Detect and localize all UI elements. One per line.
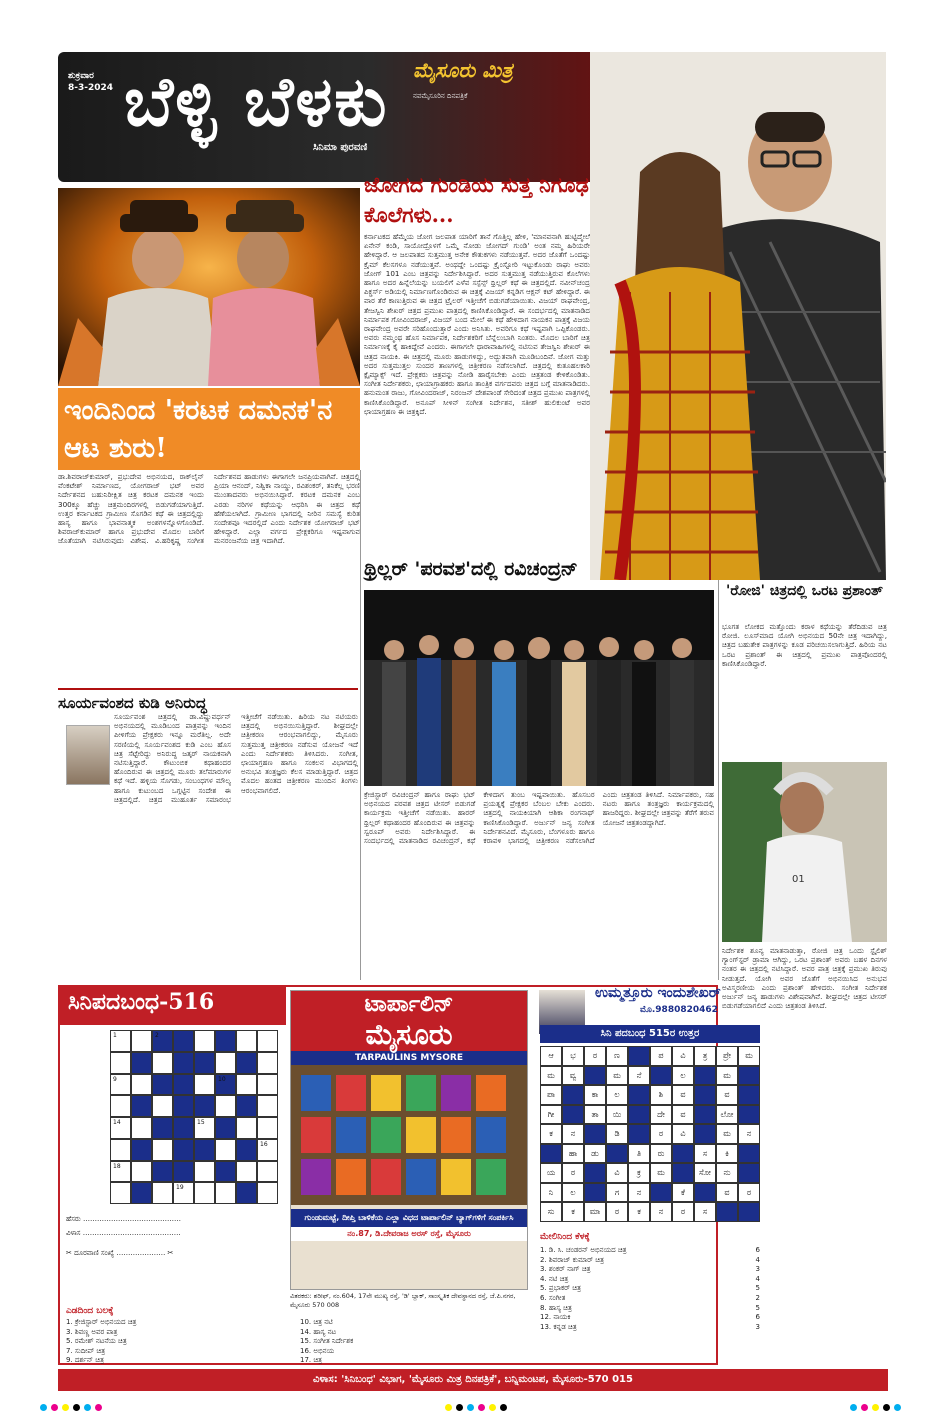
answer-cell-blocked	[562, 1105, 584, 1125]
clue-number: 3	[755, 1322, 760, 1331]
clue-item: 7. ಸುದೀಪ್ ಚಿತ್ರ	[66, 1346, 106, 1355]
answer-grid	[540, 1046, 760, 1222]
headline-rogi: 'ರೋಜಿ' ಚಿತ್ರದಲ್ಲಿ ಒರಟ ಪ್ರಶಾಂತ್	[726, 583, 883, 599]
ad-caption: ಗುಂಡುಮಟ್ಟೆ, ದೀಪ್ತಿ ಬಾಳಿಕೆಯ ಎಲ್ಲಾ ವಿಧದ ಟಾರ್ಪಾಲಿನ್ ಬ್ಯಾಗ್‌ಗಳಿಗೆ ಸಂಪರ್ಕಿಸಿ	[291, 1209, 527, 1227]
aniruddha-photo	[66, 725, 110, 785]
answer-band: ಸಿನಿ ಪದಬಂಧ 515ರ ಉತ್ತರ	[540, 1025, 760, 1043]
story-suryavamsha-body: ಸೂರ್ಯವಂಶ ಚಿತ್ರದಲ್ಲಿ ಡಾ.ವಿಷ್ಣುವರ್ಧನ್ ಅಭಿನಯದಲ್ಲಿ ಮೂಡಿಬಂದ ಪಾತ್ರವನ್ನು ಇಂದಿನ ಪೀಳಿಗೆಯ ಪ್ರೇಕ್ಷಕರು ಇನ್ನೂ ಮರೆತಿಲ್ಲ. ಅದೇ ಸರಣಿಯಲ್ಲಿ ಸೂರ್ಯವಂಶದ ಕುಡಿ ಎಂಬ ಹೊಸ ಚಿತ್ರ ಸೆಟ್ಟೇರಿದ್ದು ಅನಿರುದ್ಧ ಜತ್ಕರ್ ನಾಯಕನಾಗಿ ನಟಿಸುತ್ತಿದ್ದಾರೆ. ಕೌಟುಂಬಿಕ ಕಥಾಹಂದರ ಹೊಂದಿರುವ ಈ ಚಿತ್ರದಲ್ಲಿ ಮೂರು ತಲೆಮಾರುಗಳ ಕಥೆ ಇದೆ. ಹಳ್ಳಿಯ ಸೊಗಡು, ಸಂಬಂಧಗಳ ಮೌಲ್ಯ ಹಾಗೂ ಕುಟುಂಬದ ಒಗ್ಗಟ್ಟಿನ ಸಂದೇಶ ಈ ಚಿತ್ರದಲ್ಲಿದೆ. ಚಿತ್ರದ ಮುಹೂರ್ತ ಸಮಾರಂಭ ಇತ್ತೀಚೆಗೆ ನಡೆಯಿತು. ಹಿರಿಯ ನಟ ನಟಿಯರು ಚಿತ್ರದಲ್ಲಿ ಅಭಿನಯಿಸುತ್ತಿದ್ದಾರೆ. ಶೀಘ್ರದಲ್ಲೇ ಚಿತ್ರೀಕರಣ ಆರಂಭವಾಗಲಿದ್ದು, ಮೈಸೂರು ಸುತ್ತಮುತ್ತ ಚಿತ್ರೀಕರಣ ನಡೆಸುವ ಯೋಜನೆ ಇದೆ ಎಂದು ನಿರ್ದೇಶಕರು ತಿಳಿಸಿದರು. ಸಂಗೀತ, ಛಾಯಾಗ್ರಹಣ ಹಾಗೂ ಸಂಕಲನ ವಿಭಾಗದಲ್ಲಿ ಅನುಭವಿ ತಂತ್ರಜ್ಞರು ಕೆಲಸ ಮಾಡುತ್ತಿದ್ದಾರೆ. ಚಿತ್ರದ ಮೊದಲ ಹಂತದ ಚಿತ್ರೀಕರಣ ಮುಂದಿನ ತಿಂಗಳು ಆರಂಭವಾಗಲಿದೆ.	[114, 712, 358, 804]
answer-cell: ನು	[716, 1163, 738, 1183]
grid-cell-blocked	[173, 1139, 194, 1161]
grid-cell[interactable]	[215, 1139, 236, 1161]
grid-cell-blocked	[173, 1052, 194, 1074]
clue-row	[540, 1313, 760, 1323]
masthead-title: ಬೆಳ್ಳಿ ಬೆಳಕು	[124, 62, 389, 142]
answer-cell: ವ	[672, 1105, 694, 1125]
grid-cell-blocked	[152, 1030, 173, 1052]
answer-cell: ನಿ	[540, 1183, 562, 1203]
answer-cell: ಲೋ	[716, 1105, 738, 1125]
brand-tagline: ನವಮೈಸೂರಿನ ದಿನಪತ್ರಿಕೆ	[413, 92, 468, 100]
clue-row	[540, 1265, 760, 1275]
answer-cell: ದೇ	[650, 1105, 672, 1125]
grid-cell[interactable]	[257, 1161, 278, 1183]
grid-cell-blocked	[215, 1074, 236, 1096]
grid-cell[interactable]	[110, 1182, 131, 1204]
clue-text: 13. ಕನ್ನಡ ಚಿತ್ರ	[540, 1322, 577, 1331]
answer-cell: ನ	[628, 1183, 650, 1203]
grid-cell[interactable]	[110, 1095, 131, 1117]
answer-cell: ಕ	[628, 1202, 650, 1222]
grid-cell[interactable]	[257, 1117, 278, 1139]
grid-cell[interactable]	[257, 1182, 278, 1204]
answer-cell-blocked	[672, 1163, 694, 1183]
clue-item: 9. ದರ್ಶನ್ ಚಿತ್ರ	[66, 1356, 104, 1365]
answer-cell-blocked	[738, 1202, 760, 1222]
headline-paravasha: ಥ್ರಿಲ್ಲರ್ 'ಪರವಶ'ದಲ್ಲಿ ರವಿಚಂದ್ರನ್	[364, 558, 578, 580]
right-clues-title: ಮೇಲಿನಿಂದ ಕೆಳಕ್ಕೆ	[540, 1232, 590, 1242]
grid-cell-blocked	[173, 1030, 194, 1052]
grid-cell[interactable]	[236, 1074, 257, 1096]
answer-cell-blocked	[738, 1144, 760, 1164]
clue-item: 1. ಕ್ರೇಜಿಸ್ಟಾರ್ ಅಭಿನಯದ ಚಿತ್ರ	[66, 1318, 137, 1326]
story-joga-body: ಕರ್ನಾಟಕದ ಹೆಮ್ಮೆಯ ಜೋಗ ಜಲಪಾತ ಯಾರಿಗೆ ತಾನೆ ಗೊತ್ತಿಲ್ಲ ಹೇಳಿ, 'ಮಾನವನಾಗಿ ಹುಟ್ಟಿದ್ಮೇಲೆ ಏನೇನ್ ಕಂಡಿ, ಸಾಯೋದ್ರೊಳಗೆ ಒಮ್ಮೆ ನೋಡು ಜೋಗದ್ ಗುಂಡಿ' ಅಂತ ನಮ್ಮ ಹಿರಿಯರೇ ಹೇಳಿದ್ದಾರೆ. ಆ ಜಲಪಾತದ ಸುತ್ತಮುತ್ತ ಅನೇಕ ಕೌತುಕಗಳು ನಡೆಯುತ್ತವೆ. ಅದರ ಜೊತೆಗೆ ಒಂದಷ್ಟು ಕ್ರೈಮ್ ಕೆಲಸಗಳೂ ನಡೆಯುತ್ತವೆ. ಅಂಥದ್ದೇ ಒಂದಷ್ಟು ಕ್ರೈಂಸ್ಟೋರಿ ಇಟ್ಟುಕೊಂಡು ರಾಘು ಅವರು ಜೋಗ್ 101 ಎಂಬ ಚಿತ್ರವನ್ನು ನಿರ್ದೇಶಿಸಿದ್ದಾರೆ. ಅದರ ಸುತ್ತಮುತ್ತ ನಡೆಯುತ್ತಿರುವ ಕೊಲೆಗಳು ಹಾಗೂ ಅದರ ಹಿನ್ನೆಲೆಯನ್ನು ಬಯಲಿಗೆ ಎಳೆವ ಸಸ್ಪೆನ್ಸ್ ಥ್ರಿಲ್ಲರ್ ಕಥೆ ಈ ಚಿತ್ರದಲ್ಲಿದೆ. ನವೀನ್‌ಚಂದ್ರ ಪಿಕ್ಚರ್ಸ್ ಅಡಿಯಲ್ಲಿ ನಿರ್ಮಾಣಗೊಂಡಿರುವ ಈ ಚಿತ್ರಕ್ಕೆ ವಿಜಯ್ ಕನ್ನಡಿಗ ಆಕ್ಷನ್ ಕಟ್ ಹೇಳಿದ್ದಾರೆ. ಈ ವಾರ ತೆರೆ ಕಾಣುತ್ತಿರುವ ಈ ಚಿತ್ರದ ಟ್ರೈಲರ್ ಇತ್ತೀಚೆಗೆ ಬಿಡುಗಡೆಯಾಯಿತು. ವಿಜಯ್ ರಾಘವೇಂದ್ರ, ತೇಜಸ್ವಿನಿ ಶೇಖರ್ ಚಿತ್ರದ ಪ್ರಮುಖ ಪಾತ್ರದಲ್ಲಿ ಕಾಣಿಸಿಕೊಂಡಿದ್ದಾರೆ. ಈ ಸಂದರ್ಭದಲ್ಲಿ ಮಾತನಾಡಿದ ನಿರ್ಮಾಪಕ ಗೋವಿಂದರಾಜ್, ವಿಜಯ್ ಬಂದ ಮೇಲೆ ಈ ಕಥೆ ಹೇಳಿದಾಗ ನಾಯಕನ ಪಾತ್ರಕ್ಕೆ ವಿಜಯ ರಾಘವೇಂದ್ರ ಅವರೇ ಸರಿಹೊಂದುತ್ತಾರೆ ಎಂದು ಅನಿಸಿತು. ಅವರಿಗೂ ಕಥೆ ಇಷ್ಟವಾಗಿ ಒಪ್ಪಿಕೊಂಡರು. ಅವರು ನಮ್ಮಂಥ ಹೊಸ ನಿರ್ಮಾಪಕ, ನಿರ್ದೇಶಕರಿಗೆ ಬೆನ್ನೆಲುಬಾಗಿ ನಿಂತರು. ಮೊದಲ ಬಾರಿಗೆ ಚಿತ್ರ ನಿರ್ಮಾಣಕ್ಕೆ ಕೈ ಹಾಕಿದ್ದೇವೆ ಎಂದರು. ಈಗಾಗಲೇ ಧಾರಾವಾಹಿಗಳಲ್ಲಿ ನಟಿಸುವ ತೇಜಸ್ವಿನಿ ಶೇಖರ್ ಈ ಚಿತ್ರದ ನಾಯಕಿ. ಈ ಚಿತ್ರದಲ್ಲಿ ಮೂರು ಹಾಡುಗಳಿದ್ದು, ಅದ್ಭುತವಾಗಿ ಮೂಡಿಬಂದಿವೆ. ಜೋಗ ಮತ್ತು ಅದರ ಸುತ್ತಮುತ್ತಲ ಸುಂದರ ತಾಣಗಳಲ್ಲಿ ಚಿತ್ರೀಕರಣ ನಡೆಸಲಾಗಿದೆ. ಚಿತ್ರದಲ್ಲಿ ಕುತೂಹಲಕಾರಿ ಕ್ಲೈಮ್ಯಾಕ್ಸ್ ಇದೆ. ಪ್ರೇಕ್ಷಕರು ಚಿತ್ರವನ್ನು ನೋಡಿ ಹಾರೈಸಬೇಕು ಎಂದು ಚಿತ್ರತಂಡ ಕೇಳಿಕೊಂಡಿತು. ಸಂಗೀತ ನಿರ್ದೇಶಕರು, ಛಾಯಾಗ್ರಾಹಕರು ಹಾಗೂ ತಾಂತ್ರಿಕ ವರ್ಗದವರು ಚಿತ್ರದ ಬಗ್ಗೆ ಮಾತನಾಡಿದರು. ಹನುಮಂತ ರಾಜು, ಗೋವಿಂದರಾಜ್, ನಿರಂಜನ್ ದೇಶಪಾಂಡೆ ಸೇರಿದಂತೆ ಚಿತ್ರದ ಪ್ರಮುಖ ಪಾತ್ರಗಳಲ್ಲಿ ಕಾಣಿಸಿಕೊಂಡಿದ್ದಾರೆ. ಅನೂಪ್ ಸೀಳಿನ್ ಸಂಗೀತ ನಿರ್ದೇಶನ, ಸತೀಶ್ ಹುಲಿಕುಂಟೆ ಅವರ ಛಾಯಾಗ್ರಹಣ ಈ ಚಿತ್ರಕ್ಕಿದೆ.	[364, 232, 590, 416]
answer-cell: ನ	[650, 1202, 672, 1222]
clue-number: 4	[755, 1274, 760, 1283]
clue-row	[540, 1275, 760, 1285]
answer-author-phone: ಮೊ.9880820462	[640, 1005, 718, 1015]
grid-cell-blocked	[236, 1052, 257, 1074]
clue-number: 5	[755, 1303, 760, 1312]
grid-cell[interactable]	[236, 1117, 257, 1139]
svg-text:01: 01	[792, 874, 805, 885]
answer-cell: ಕಿ	[716, 1144, 738, 1164]
clue-number: 4	[755, 1255, 760, 1264]
grid-cell[interactable]	[236, 1030, 257, 1052]
answer-cell: ಸ	[694, 1144, 716, 1164]
prashanth-photo-illustration	[722, 762, 887, 942]
registration-dots-right	[850, 1404, 901, 1412]
answer-cell: ವ್ವ	[562, 1066, 584, 1086]
answer-cell: ವಿ	[606, 1163, 628, 1183]
clue-row	[540, 1284, 760, 1294]
answer-cell-blocked	[650, 1066, 672, 1086]
issue-day: ಶುಕ್ರವಾರ	[68, 71, 94, 81]
answer-cell-blocked	[584, 1183, 606, 1203]
grid-cell-blocked	[131, 1182, 152, 1204]
answer-cell-blocked	[694, 1124, 716, 1144]
grid-cell-number: 1	[113, 1032, 117, 1039]
answer-cell: ಮ	[650, 1163, 672, 1183]
grid-cell[interactable]	[236, 1161, 257, 1183]
grid-cell[interactable]	[110, 1074, 131, 1096]
registration-dots-center	[445, 1404, 507, 1412]
story-karataka-body: ಡಾ.ಶಿವರಾಜ್‌ಕುಮಾರ್, ಪ್ರಭುದೇವ ಅಭಿನಯದ, ರಾಕ್‌ಲೈನ್ ವೆಂಕಟೇಶ್ ನಿರ್ಮಾಣದ, ಯೋಗರಾಜ್ ಭಟ್ ಅವರ ನಿರ್ದೇಶನದ ಬಹುನಿರೀಕ್ಷಿತ ಚಿತ್ರ ಕರಟಕ ದಮನಕ ಇಂದು 300ಕ್ಕೂ ಹೆಚ್ಚು ಚಿತ್ರಮಂದಿರಗಳಲ್ಲಿ ಬಿಡುಗಡೆಯಾಗುತ್ತಿದೆ. ಉತ್ತರ ಕರ್ನಾಟಕದ ಗ್ರಾಮೀಣ ಸೊಗಡಿನ ಕಥೆ ಈ ಚಿತ್ರದಲ್ಲಿದ್ದು ಹಾಸ್ಯ ಹಾಗೂ ಭಾವನಾತ್ಮಕ ಅಂಶಗಳನ್ನೊಳಗೊಂಡಿದೆ. ಶಿವರಾಜ್‌ಕುಮಾರ್ ಹಾಗೂ ಪ್ರಭುದೇವ ಮೊದಲ ಬಾರಿಗೆ ಜೊತೆಯಾಗಿ ನಟಿಸಿರುವುದು ವಿಶೇಷ. ವಿ.ಹರಿಕೃಷ್ಣ ಸಂಗೀತ ನಿರ್ದೇಶನದ ಹಾಡುಗಳು ಈಗಾಗಲೇ ಜನಪ್ರಿಯವಾಗಿವೆ. ಚಿತ್ರದಲ್ಲಿ ಪ್ರಿಯಾ ಆನಂದ್, ನಿಶ್ವಿಕಾ ನಾಯ್ಡು, ರವಿಶಂಕರ್, ತನಿಕೆಲ್ಲ ಭರಣಿ ಮುಂತಾದವರು ಅಭಿನಯಿಸಿದ್ದಾರೆ. ಕರಟಕ ದಮನಕ ಎಂಬ ಎರಡು ನರಿಗಳ ಕಥೆಯನ್ನು ಆಧರಿಸಿ ಈ ಚಿತ್ರದ ಕಥೆ ಹೆಣೆಯಲಾಗಿದೆ. ಗ್ರಾಮೀಣ ಭಾಗದಲ್ಲಿ ನೀರಿನ ಸಮಸ್ಯೆ ಕುರಿತ ಸಂದೇಶವೂ ಇದರಲ್ಲಿದೆ ಎಂದು ನಿರ್ದೇಶಕ ಯೋಗರಾಜ್ ಭಟ್ ಹೇಳಿದ್ದಾರೆ. ಎಲ್ಲಾ ವರ್ಗದ ಪ್ರೇಕ್ಷಕರಿಗೂ ಇಷ್ಟವಾಗುವ ಮನರಂಜನೆಯ ಚಿತ್ರ ಇದಾಗಿದೆ.	[58, 472, 360, 546]
entry-form	[66, 1212, 281, 1260]
address-label: ವಿಳಾಸ	[66, 1229, 81, 1237]
address-field[interactable]: ವಿಳಾಸ ……………………………………	[66, 1229, 181, 1237]
grid-cell[interactable]	[257, 1139, 278, 1161]
grid-cell-blocked	[152, 1117, 173, 1139]
grid-cell-number: 10	[218, 1075, 226, 1083]
clue-text: 2. ಶಿವರಾಜ್ ಕುಮಾರ್ ಚಿತ್ರ	[540, 1255, 605, 1264]
answer-cell-blocked	[694, 1066, 716, 1086]
answer-cell-blocked	[738, 1163, 760, 1183]
phone-label: ದೂರವಾಣಿ ಸಂಖ್ಯೆ	[74, 1249, 115, 1257]
clue-row	[540, 1304, 760, 1314]
ad-line1: ಟಾರ್ಪಾಲಿನ್	[291, 991, 527, 1019]
answer-cell: ಡಿ	[606, 1124, 628, 1144]
answer-cell: ಕೆ	[672, 1183, 694, 1203]
headline-joga: ಜೋಗದ ಗುಂಡಿಯ ಸುತ್ತ ನಿಗೂಢ ಕೊಲೆಗಳು...	[364, 172, 589, 227]
grid-cell-blocked	[131, 1052, 152, 1074]
answer-cell: ಕ	[562, 1202, 584, 1222]
answer-cell-blocked	[584, 1066, 606, 1086]
prashanth-photo	[722, 762, 887, 942]
grid-cell-blocked	[152, 1161, 173, 1183]
clue-item: 5. ರಮೇಶ್ ನಟನೆಯ ಚಿತ್ರ	[66, 1337, 127, 1346]
grid-cell[interactable]	[152, 1182, 173, 1204]
answer-cell: ಯ	[540, 1163, 562, 1183]
answer-cell: ವಿ	[672, 1046, 694, 1066]
grid-cell[interactable]	[131, 1074, 152, 1096]
story-rogi-body-bottom: ನಿರ್ದೇಶಕ ಶೂನ್ಯ ಮಾತನಾಡುತ್ತಾ, ರೋಜಿ ಚಿತ್ರ ಒಂದು ಸ್ಟೈಲಿಶ್ ಗ್ಯಾಂಗ್‌ಸ್ಟರ್ ಡ್ರಾಮಾ ಆಗಿದ್ದು, ಒರಟ ಪ್ರಶಾಂತ್ ಅವರು ಬಹಳ ದಿನಗಳ ನಂತರ ಈ ಚಿತ್ರದಲ್ಲಿ ನಟಿಸಿದ್ದಾರೆ. ಅವರ ಪಾತ್ರ ಚಿತ್ರಕ್ಕೆ ಪ್ರಮುಖ ತಿರುವು ನೀಡುತ್ತದೆ. ಯೋಗಿ ಅವರ ಜೊತೆಗೆ ಅಭಿನಯಿಸಿದ ಅನುಭವ ಅವಿಸ್ಮರಣೀಯ ಎಂದು ಪ್ರಶಾಂತ್ ಹೇಳಿದರು. ಸಂಗೀತ ನಿರ್ದೇಶಕ ಅರ್ಜುನ್ ಜನ್ಯ ಹಾಡುಗಳು ವಿಶೇಷವಾಗಿವೆ. ಶೀಘ್ರದಲ್ಲೇ ಚಿತ್ರದ ಟೀಸರ್ ಬಿಡುಗಡೆಯಾಗಲಿದೆ ಎಂದು ಚಿತ್ರತಂಡ ತಿಳಿಸಿದೆ.	[722, 946, 887, 1011]
clue-number: 5	[755, 1284, 760, 1293]
left-clues-title: ಎಡದಿಂದ ಬಲಕ್ಕೆ	[66, 1306, 114, 1316]
answer-cell-blocked	[584, 1163, 606, 1183]
grid-cell[interactable]	[110, 1030, 131, 1052]
hero-photo-couple	[590, 52, 886, 580]
grid-cell[interactable]	[110, 1052, 131, 1074]
grid-cell[interactable]	[194, 1117, 215, 1139]
grid-cell[interactable]	[194, 1161, 215, 1183]
grid-cell[interactable]	[152, 1139, 173, 1161]
grid-cell[interactable]	[131, 1030, 152, 1052]
karataka-damanaka-photo	[58, 188, 360, 386]
crossword-footer-address: ವಿಳಾಸ: 'ಸಿನಿಬಂಧ' ವಿಭಾಗ, 'ಮೈಸೂರು ಮಿತ್ರ ದಿನಪತ್ರಿಕೆ', ಬನ್ನಿಮಂಟಪ, ಮೈಸೂರು-570 015	[58, 1369, 888, 1391]
hero-photo-illustration	[590, 52, 886, 580]
grid-cell[interactable]	[257, 1030, 278, 1052]
answer-cell-blocked	[672, 1144, 694, 1164]
clue-row	[540, 1246, 760, 1256]
karataka-photo-illustration	[58, 188, 360, 386]
grid-cell-blocked	[173, 1095, 194, 1117]
clue-text: 8. ಹಾಸ್ಯ ಚಿತ್ರ	[540, 1303, 572, 1312]
masthead-subtitle: ಸಿನಿಮಾ ಪುರವಣಿ	[313, 142, 368, 153]
answer-cell: ಲ	[562, 1183, 584, 1203]
clue-item: 17. ಚಿತ್ರ	[300, 1356, 323, 1365]
clue-item: 16. ಅಭಿನಯ	[300, 1346, 335, 1355]
answer-cell: ರ	[650, 1124, 672, 1144]
answer-cell: ವ	[716, 1183, 738, 1203]
answer-cell: ಶಿ	[650, 1085, 672, 1105]
grid-cell-blocked	[236, 1139, 257, 1161]
phone-field[interactable]: ✂ ದೂರವಾಣಿ ಸಂಖ್ಯೆ ………………… ✂	[66, 1249, 174, 1257]
brand-logo: ಮೈಸೂರು ಮಿತ್ರ	[413, 58, 513, 82]
grid-cell-blocked	[131, 1139, 152, 1161]
grid-cell[interactable]	[257, 1074, 278, 1096]
right-clues-list	[540, 1246, 760, 1332]
answer-cell: ಮ	[738, 1046, 760, 1066]
answer-cell: ಯಿ	[606, 1105, 628, 1125]
grid-cell-blocked	[215, 1117, 236, 1139]
answer-cell: ಮ	[540, 1066, 562, 1086]
answer-cell: ರ	[562, 1163, 584, 1183]
grid-cell[interactable]	[194, 1030, 215, 1052]
crossword-grid[interactable]	[110, 1030, 278, 1204]
answer-cell: ಸೋ	[694, 1163, 716, 1183]
answer-cell: ಲ	[606, 1085, 628, 1105]
answer-cell: ನೆ	[628, 1066, 650, 1086]
answer-cell-blocked	[650, 1183, 672, 1203]
grid-cell-number: 16	[260, 1140, 268, 1148]
grid-cell-number: 15	[197, 1119, 205, 1126]
grid-cell-blocked	[215, 1161, 236, 1183]
column-divider-right	[718, 580, 719, 980]
issue-date	[68, 70, 113, 94]
clue-number: 6	[755, 1313, 760, 1322]
grid-cell-blocked	[131, 1095, 152, 1117]
answer-cell-blocked	[584, 1124, 606, 1144]
registration-dots-left	[40, 1404, 102, 1412]
grid-cell[interactable]	[152, 1052, 173, 1074]
grid-cell-blocked	[236, 1095, 257, 1117]
grid-cell[interactable]	[257, 1095, 278, 1117]
clue-item: 10. ಚಿತ್ರ ನಟಿ	[300, 1318, 333, 1326]
grid-cell[interactable]	[194, 1182, 215, 1204]
column-divider	[360, 470, 361, 980]
answer-cell-blocked	[628, 1085, 650, 1105]
clue-number: 2	[755, 1293, 760, 1302]
grid-cell[interactable]	[173, 1182, 194, 1204]
answer-cell: ರ	[584, 1046, 606, 1066]
answer-cell: ಮ	[716, 1066, 738, 1086]
grid-cell[interactable]	[131, 1161, 152, 1183]
grid-cell-blocked	[173, 1161, 194, 1183]
clue-number: 6	[755, 1246, 760, 1254]
event-photo-illustration	[364, 590, 714, 786]
answer-cell-blocked	[694, 1105, 716, 1125]
answer-cell: ಸ	[694, 1202, 716, 1222]
answer-cell-blocked	[738, 1085, 760, 1105]
answer-cell: ಮ	[716, 1124, 738, 1144]
tarpaulin-ad	[290, 990, 528, 1290]
answer-cell: ರ	[738, 1183, 760, 1203]
answer-cell: ವ	[716, 1085, 738, 1105]
grid-cell[interactable]	[194, 1074, 215, 1096]
grid-cell-blocked	[194, 1052, 215, 1074]
answer-cell-blocked	[628, 1046, 650, 1066]
answer-cell: ತಿ	[628, 1144, 650, 1164]
answer-cell-blocked	[716, 1202, 738, 1222]
answer-cell: ಗ	[606, 1183, 628, 1203]
grid-cell-blocked	[152, 1074, 173, 1096]
answer-cell: ಕ	[540, 1124, 562, 1144]
answer-cell: ಕಾ	[584, 1085, 606, 1105]
grid-cell[interactable]	[152, 1095, 173, 1117]
clue-text: 3. ಶಂಕರ್ ನಾಗ್ ಚಿತ್ರ	[540, 1265, 591, 1274]
grid-cell-blocked	[173, 1117, 194, 1139]
issue-date-value: 8-3-2024	[68, 83, 114, 93]
clue-item: 15. ಸಂಗೀತ ನಿರ್ದೇಶಕ	[300, 1337, 354, 1346]
answer-cell: ತ್ರ	[694, 1046, 716, 1066]
grid-cell-number: 14	[113, 1119, 121, 1126]
answer-cell-blocked	[562, 1085, 584, 1105]
clue-text: 4. ನಟಿ ಚಿತ್ರ	[540, 1274, 569, 1283]
grid-cell[interactable]	[257, 1052, 278, 1074]
answer-cell: ನ	[738, 1124, 760, 1144]
grid-cell[interactable]	[215, 1182, 236, 1204]
answer-cell: ಪಾ	[540, 1085, 562, 1105]
story-paravasha-body: ಕ್ರೇಜಿಸ್ಟಾರ್ ರವಿಚಂದ್ರನ್ ಹಾಗೂ ರಾಘು ಭಟ್ ಅಭಿನಯದ ಪರವಶ ಚಿತ್ರದ ಟೀಸರ್ ಬಿಡುಗಡೆ ಕಾರ್ಯಕ್ರಮ ಇತ್ತೀಚೆಗೆ ನಡೆಯಿತು. ಹಾರರ್ ಥ್ರಿಲ್ಲರ್ ಕಥಾಹಂದರ ಹೊಂದಿರುವ ಈ ಚಿತ್ರವನ್ನು ಸ್ವರೂಪ್ ಅವರು ನಿರ್ದೇಶಿಸಿದ್ದಾರೆ. ಈ ಸಂದರ್ಭದಲ್ಲಿ ಮಾತನಾಡಿದ ರವಿಚಂದ್ರನ್, ಕಥೆ ಕೇಳಿದಾಗ ತುಂಬ ಇಷ್ಟವಾಯಿತು. ಹೊಸಬರ ಪ್ರಯತ್ನಕ್ಕೆ ಪ್ರೇಕ್ಷಕರ ಬೆಂಬಲ ಬೇಕು ಎಂದರು. ಚಿತ್ರದಲ್ಲಿ ನಾಯಕಿಯಾಗಿ ಆಶಿಕಾ ರಂಗನಾಥ್ ಕಾಣಿಸಿಕೊಂಡಿದ್ದಾರೆ. ಅರ್ಜುನ್ ಜನ್ಯ ಸಂಗೀತ ನಿರ್ದೇಶನವಿದೆ. ಮೈಸೂರು, ಬೆಂಗಳೂರು ಹಾಗೂ ಕರಾವಳಿ ಭಾಗದಲ್ಲಿ ಚಿತ್ರೀಕರಣ ನಡೆಸಲಾಗಿದೆ ಎಂದು ಚಿತ್ರತಂಡ ತಿಳಿಸಿದೆ. ನಿರ್ಮಾಪಕರು, ಸಹ ನಟರು ಹಾಗೂ ತಂತ್ರಜ್ಞರು ಕಾರ್ಯಕ್ರಮದಲ್ಲಿ ಹಾಜರಿದ್ದರು. ಶೀಘ್ರದಲ್ಲೇ ಚಿತ್ರವನ್ನು ತೆರೆಗೆ ತರುವ ಯೋಜನೆ ಚಿತ್ರತಂಡದ್ದಾಗಿದೆ.	[364, 790, 714, 846]
masthead	[58, 52, 628, 182]
answer-cell: ಡು	[584, 1144, 606, 1164]
answer-cell: ಆ	[540, 1046, 562, 1066]
grid-cell-blocked	[215, 1030, 236, 1052]
crossword-title: ಸಿನಿಪದಬಂಧ-516	[58, 985, 286, 1025]
name-label: ಹೆಸರು	[66, 1215, 81, 1223]
answer-cell: ಭ	[562, 1046, 584, 1066]
grid-cell-blocked	[194, 1095, 215, 1117]
answer-cell-blocked	[738, 1105, 760, 1125]
answer-cell: ತಾ	[584, 1105, 606, 1125]
clue-item: 14. ಹಾಸ್ಯ ನಟ	[300, 1327, 337, 1336]
answer-cell-blocked	[540, 1144, 562, 1164]
grid-cell[interactable]	[110, 1139, 131, 1161]
mid-clues-list	[300, 1318, 530, 1366]
ad-shop-photo	[291, 1065, 527, 1205]
grid-cell-number: 9	[113, 1075, 117, 1083]
grid-cell-number: 18	[113, 1162, 121, 1170]
clue-text: 1. ಡಿ. ಸಿ. ಚಂಡರನ್ ಅಭಿನಯದ ಚಿತ್ರ	[540, 1246, 627, 1254]
grid-cell[interactable]	[131, 1117, 152, 1139]
grid-cell[interactable]	[215, 1095, 236, 1117]
ad-line2: ಮೈಸೂರು	[291, 1019, 527, 1051]
grid-cell[interactable]	[110, 1161, 131, 1183]
answer-cell: ಸು	[540, 1202, 562, 1222]
headline-karataka: ಇಂದಿನಿಂದ 'ಕರಟಕ ದಮನಕ'ನ ಆಟ ಶುರು!	[58, 388, 360, 470]
answer-cell: ಮಾ	[584, 1202, 606, 1222]
ad-line3: TARPAULINS MYSORE	[291, 1051, 527, 1065]
grid-cell[interactable]	[110, 1117, 131, 1139]
answer-cell: ಣ	[606, 1046, 628, 1066]
answer-cell: ರು	[650, 1144, 672, 1164]
answer-cell: ಮ	[606, 1066, 628, 1086]
grid-cell-blocked	[236, 1182, 257, 1204]
clue-row	[540, 1256, 760, 1266]
answer-cell-blocked	[738, 1066, 760, 1086]
left-clues-list	[66, 1318, 281, 1366]
grid-cell-blocked	[173, 1074, 194, 1096]
answer-cell-blocked	[606, 1144, 628, 1164]
answer-cell: ವ	[672, 1085, 694, 1105]
ad-distributor: ವಿತರಕರು: ಶರೀಫ್, ನಂ.604, 17ನೇ ಮುಖ್ಯ ರಸ್ತೆ, 'ಡಿ' ಬ್ಲಾಕ್, ಸಾಂಸ್ಕೃತಿಕ ದೇವಸ್ಥಾನದ ರಸ್ತೆ, ಜೆ.ಪಿ.ನಗರ, ಮೈಸೂರು 570 008	[290, 1292, 516, 1309]
answer-cell-blocked	[628, 1124, 650, 1144]
grid-cell-number: 2	[155, 1032, 159, 1039]
headline-suryavamsha: ಸೂರ್ಯವಂಶದ ಕುಡಿ ಅನಿರುದ್ಧ	[58, 688, 358, 712]
grid-cell-blocked	[194, 1139, 215, 1161]
answer-author-name: ಉಮ್ಮತ್ತೂರು ಇಂದುಶೇಖರ್	[595, 985, 721, 1001]
story-rogi-body-top: ಭೂಗತ ಲೋಕದ ಮತ್ತೊಂದು ಕರಾಳ ಕಥೆಯನ್ನು ತೆರೆದಿಡುವ ಚಿತ್ರ ರೋಜಿ. ಲೂಸ್‌ಮಾದ ಯೋಗಿ ಅಭಿನಯದ 50ನೇ ಚಿತ್ರ ಇದಾಗಿದ್ದು, ಚಿತ್ರದ ಬಹುತೇಕ ಪಾತ್ರಗಳನ್ನು ಕೂಡ ಪರಿಚಯಿಸಲಾಗುತ್ತಿದೆ. ಹಿರಿಯ ನಟ ಒರಟ ಪ್ರಶಾಂತ್ ಈ ಚಿತ್ರದಲ್ಲಿ ಪ್ರಮುಖ ಪಾತ್ರವೊಂದರಲ್ಲಿ ಕಾಣಿಸಿಕೊಂಡಿದ್ದಾರೆ.	[722, 622, 887, 668]
answer-cell: ರ	[606, 1202, 628, 1222]
answer-cell-blocked	[628, 1105, 650, 1125]
clue-number: 3	[755, 1265, 760, 1274]
grid-cell-number: 19	[176, 1184, 184, 1192]
clue-row	[540, 1323, 760, 1333]
answer-cell: ಕ್ರ	[628, 1163, 650, 1183]
answer-cell: ನ	[562, 1124, 584, 1144]
clue-text: 5. ಪ್ರಭಾಕರ್ ಚಿತ್ರ	[540, 1284, 582, 1293]
answer-cell: ಪ್ರೇ	[716, 1046, 738, 1066]
clue-text: 12. ನಾಯಕಿ	[540, 1313, 571, 1322]
answer-cell: ಪ	[650, 1046, 672, 1066]
ad-address: ನಂ.87, ಡಿ.ದೇವರಾಜ ಅರಸ್ ರಸ್ತೆ, ಮೈಸೂರು	[291, 1227, 527, 1241]
answer-cell: ಗೀ	[540, 1105, 562, 1125]
answer-cell-blocked	[694, 1183, 716, 1203]
clue-row	[540, 1294, 760, 1304]
answer-cell: ರ	[672, 1202, 694, 1222]
answer-cell: ಲ	[672, 1066, 694, 1086]
name-field[interactable]: ಹೆಸರು ……………………………………	[66, 1215, 182, 1223]
clue-item: 3. ಶಿವಣ್ಣ ಅವರ ಪಾತ್ರ	[66, 1327, 118, 1336]
paravasha-event-photo	[364, 590, 714, 786]
answer-cell: ವಿ	[672, 1124, 694, 1144]
grid-cell[interactable]	[215, 1052, 236, 1074]
answer-cell-blocked	[694, 1085, 716, 1105]
clue-text: 6. ಸಂಗೀತ	[540, 1293, 566, 1302]
answer-cell: ಹಾ	[562, 1144, 584, 1164]
